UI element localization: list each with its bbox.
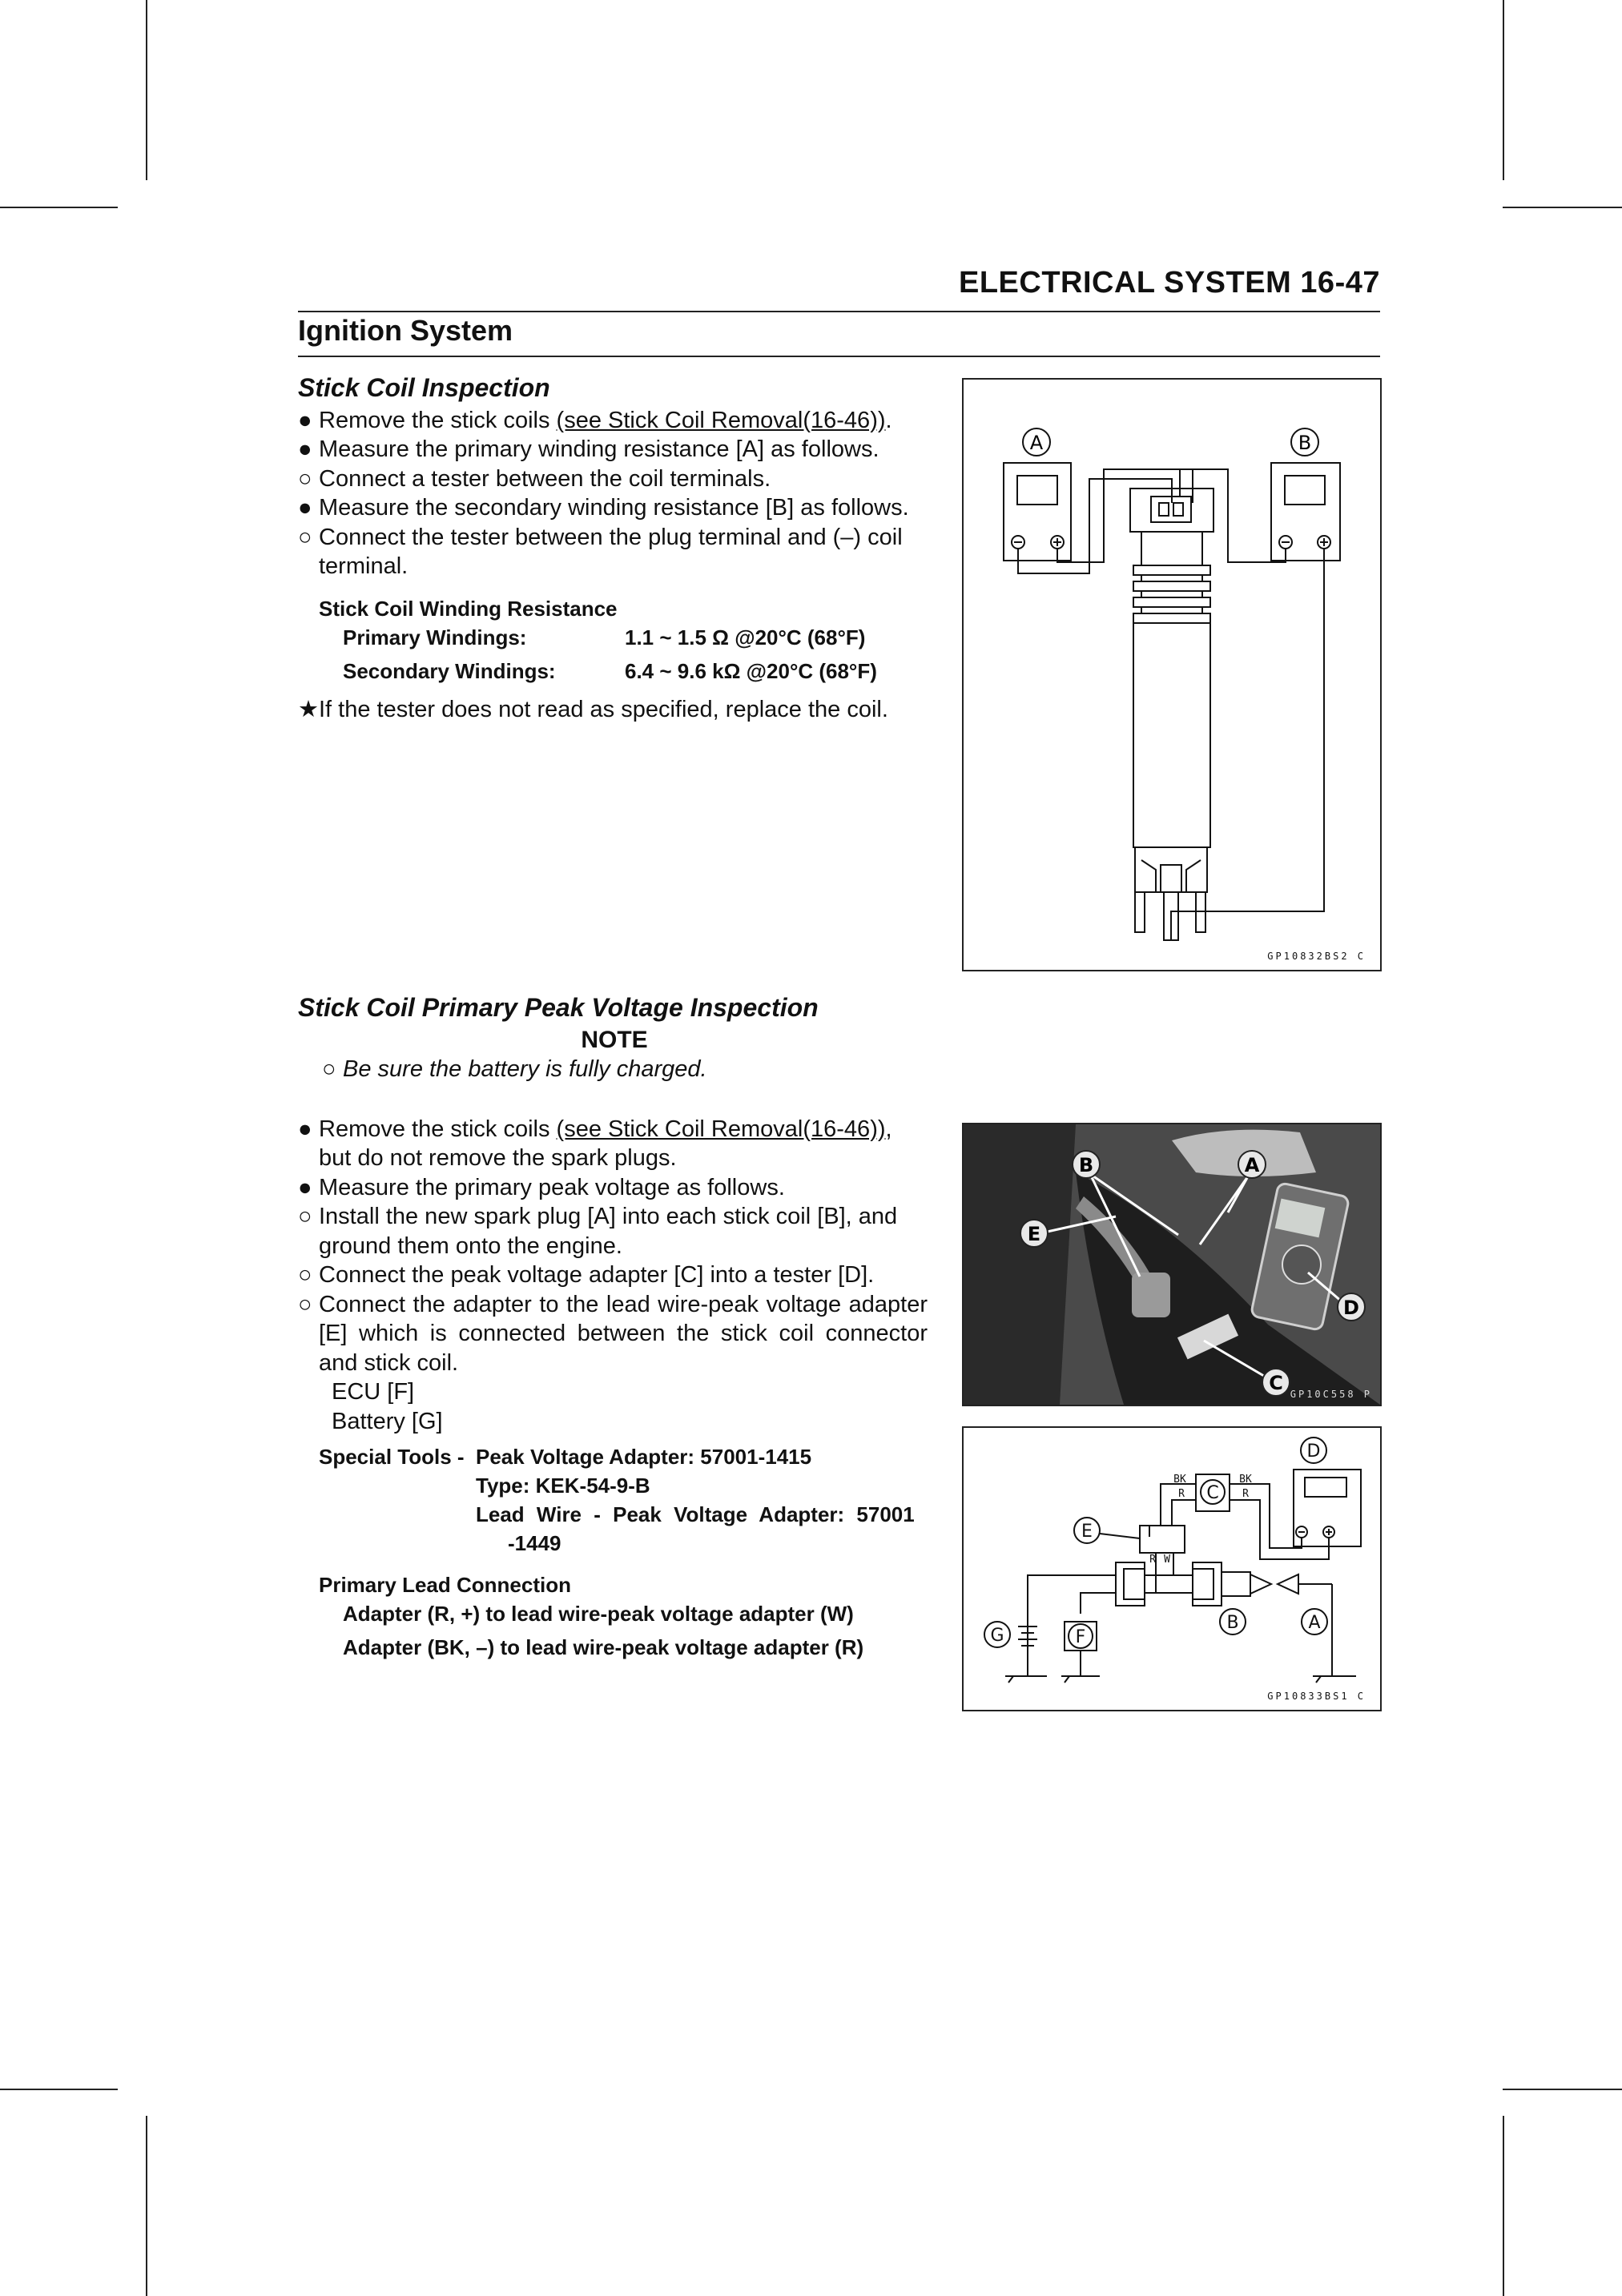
wire-label: BK: [1173, 1474, 1186, 1486]
schematic-label-a: A: [1308, 1613, 1321, 1633]
spec-row: [319, 623, 931, 652]
schematic-label-d: D: [1306, 1442, 1321, 1462]
lead-row: Adapter (BK, –) to lead wire-peak voltage adapter (R): [343, 1635, 864, 1659]
subsection-header: Ignition System: [298, 314, 513, 347]
step-text: , but do not remove the spark plugs.: [319, 1116, 892, 1171]
cross-reference-link[interactable]: (see Stick Coil Removal(16-46)): [556, 407, 886, 433]
note-text: If the tester does not read as specified, replace the coil.: [319, 696, 888, 722]
photo-label-b: B: [1078, 1154, 1094, 1176]
section-title: Stick Coil Primary Peak Voltage Inspection: [298, 993, 819, 1022]
wiring-schematic: [962, 1426, 1382, 1711]
bullet-marker: ●: [298, 1174, 312, 1200]
photo-label-c: C: [1269, 1372, 1283, 1394]
bullet-marker: ●: [298, 495, 312, 521]
spec-label: Primary Windings:: [343, 625, 527, 649]
coil-inspection-section: [298, 373, 931, 724]
spec-block: [298, 594, 931, 686]
photo-label-a: A: [1244, 1154, 1260, 1176]
step: [298, 1290, 928, 1378]
step: [298, 435, 931, 464]
crop-mark: [146, 0, 147, 180]
figure-label-a: A: [1029, 432, 1044, 454]
step: [298, 523, 931, 581]
figure-code: GP10833BS1 C: [1267, 1691, 1366, 1702]
bullet-marker: ●: [298, 1116, 312, 1142]
crop-mark: [1503, 207, 1622, 208]
sub-bullet-marker: ○: [298, 1291, 312, 1317]
section-header: ELECTRICAL SYSTEM 16-47: [958, 266, 1380, 300]
step: [298, 1173, 928, 1203]
note: [298, 695, 931, 725]
step-text: Measure the primary peak voltage as follows.: [319, 1174, 785, 1200]
step: [298, 464, 931, 494]
star-icon: ★: [298, 696, 319, 722]
primary-lead-title: Primary Lead Connection: [319, 1573, 571, 1597]
step-text: Connect the tester between the plug terminal and (–) coil terminal.: [319, 524, 903, 579]
section-title: Stick Coil Inspection: [298, 373, 550, 402]
sub-bullet-marker: ○: [298, 1262, 312, 1288]
step-text: Connect a tester between the coil terminals.: [319, 465, 771, 492]
step: [298, 1261, 928, 1290]
schematic-label-f: F: [1075, 1627, 1086, 1647]
tool-item: Peak Voltage Adapter: 57001-1415: [476, 1445, 812, 1469]
tool-item: -1449: [508, 1531, 561, 1555]
step-text: Measure the primary winding resistance [A] as follows.: [319, 436, 879, 462]
wire-label: R: [1178, 1488, 1185, 1500]
figure-code: GP10832BS2 C: [1267, 951, 1366, 962]
crop-mark: [146, 2116, 147, 2296]
component-ref: ECU [F]: [332, 1379, 415, 1405]
component-ref: Battery [G]: [332, 1408, 443, 1434]
spec-value: 6.4 ~ 9.6 kΩ @20°C (68°F): [625, 658, 877, 683]
note: [322, 1055, 931, 1084]
schematic-diagram: [964, 1428, 1380, 1710]
bullet-marker: ●: [298, 436, 312, 462]
bullet-marker: ●: [298, 407, 312, 433]
special-tools: [298, 1442, 928, 1558]
coil-resistance-figure: [962, 378, 1382, 971]
header-rule: [298, 356, 1380, 357]
crop-mark: [1503, 0, 1504, 180]
tool-item: Lead Wire - Peak Voltage Adapter: 57001: [476, 1502, 915, 1526]
step-text: Connect the peak voltage adapter [C] into a tester [D].: [319, 1262, 875, 1288]
step-text: .: [885, 407, 892, 433]
photo-illustration: [964, 1124, 1380, 1405]
figure-code: GP10C558 P: [1290, 1389, 1372, 1400]
peak-voltage-section: [298, 993, 931, 1662]
crop-mark: [1503, 2116, 1504, 2296]
lead-row: Adapter (R, +) to lead wire-peak voltage adapter (W): [343, 1602, 854, 1626]
primary-lead-connection: [298, 1570, 931, 1662]
tool-item: Type: KEK-54-9-B: [476, 1474, 650, 1498]
step-text: Install the new spark plug [A] into each stick coil [B], and ground them onto the engine.: [319, 1204, 898, 1259]
step-text: Measure the secondary winding resistance [B] as follows.: [319, 495, 909, 521]
special-tools-label: Special Tools -: [319, 1445, 465, 1469]
crop-mark: [0, 207, 118, 208]
schematic-label-c: C: [1206, 1483, 1219, 1503]
step: [298, 1115, 928, 1173]
wire-label: W: [1164, 1554, 1170, 1566]
spec-title: Stick Coil Winding Resistance: [319, 596, 618, 621]
sub-bullet-marker: ○: [298, 524, 312, 550]
photo-label-e: E: [1027, 1223, 1041, 1245]
sub-bullet-marker: ○: [298, 1204, 312, 1229]
wire-label: R: [1242, 1488, 1249, 1500]
spec-row: [319, 657, 931, 686]
photo-label-d: D: [1343, 1297, 1359, 1319]
measurement-photo: [962, 1123, 1382, 1406]
header-rule: [298, 311, 1380, 312]
schematic-label-g: G: [990, 1626, 1004, 1646]
coil-diagram: [964, 380, 1380, 970]
spec-value: 1.1 ~ 1.5 Ω @20°C (68°F): [625, 625, 866, 649]
step-text: Remove the stick coils: [319, 1116, 557, 1142]
cross-reference-link[interactable]: (see Stick Coil Removal(16-46)): [556, 1116, 886, 1142]
step-text: Remove the stick coils: [319, 407, 557, 433]
spec-label: Secondary Windings:: [343, 658, 556, 683]
figure-label-b: B: [1298, 432, 1312, 454]
step: [298, 493, 931, 523]
crop-mark: [1503, 2089, 1622, 2090]
wire-label: BK: [1239, 1474, 1252, 1486]
schematic-label-e: E: [1081, 1522, 1093, 1542]
step: [298, 406, 931, 436]
wire-label: R: [1149, 1554, 1156, 1566]
note-heading: NOTE: [581, 1026, 648, 1053]
schematic-label-b: B: [1226, 1613, 1239, 1633]
sub-bullet-marker: ○: [322, 1056, 336, 1082]
note-text: Be sure the battery is fully charged.: [343, 1056, 707, 1082]
step: [298, 1202, 928, 1261]
sub-bullet-marker: ○: [298, 465, 312, 492]
step-text: Connect the adapter to the lead wire-peak voltage adapter [E] which is connected between the stick coil connector and stick coil.: [319, 1291, 928, 1376]
crop-mark: [0, 2089, 118, 2090]
